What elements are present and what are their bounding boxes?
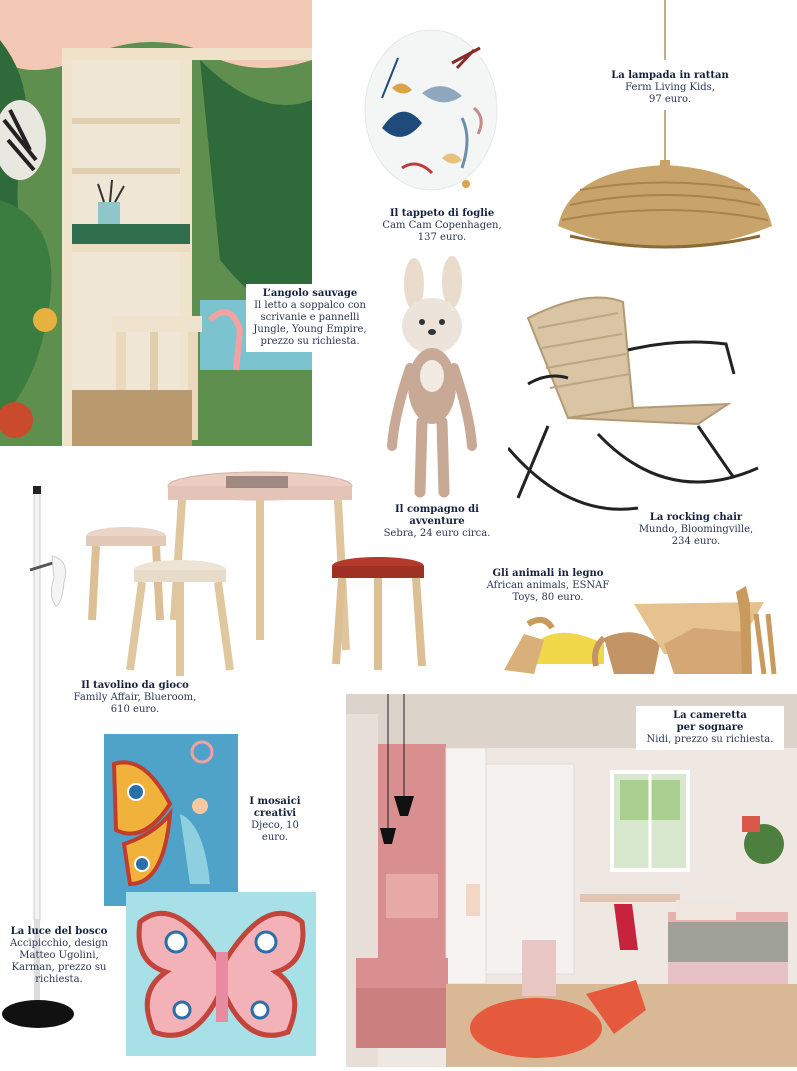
caption-title: Il tavolino da gioco — [81, 680, 189, 691]
caption-line: Karman, prezzo su — [11, 962, 107, 973]
image-wooden-animals — [484, 584, 780, 684]
caption-line: scrivanie e pannelli — [260, 312, 360, 323]
caption-title: La lampada in rattan — [611, 70, 729, 81]
caption-line: Mundo, Bloomingville, — [638, 524, 754, 535]
caption-line: 234 euro. — [671, 536, 721, 547]
image-rocking-chair — [508, 288, 770, 528]
caption-line: Family Affair, Blueroom, — [73, 692, 197, 703]
image-mosaic-card-pink — [126, 892, 316, 1056]
caption-angolo-sauvage — [246, 284, 374, 352]
photo-jungle-loft — [0, 0, 312, 446]
caption-title: creativi — [253, 808, 297, 819]
image-mosaic-card-blue — [104, 734, 238, 906]
caption-line: 97 euro. — [648, 94, 692, 105]
caption-title: Il compagno di — [395, 504, 479, 515]
caption-cameretta — [636, 706, 784, 750]
image-play-table — [82, 470, 432, 682]
caption-title: I mosaici — [249, 796, 301, 807]
caption-line: African animals, ESNAF — [486, 580, 610, 591]
caption-line: Accipicchio, design — [10, 938, 108, 949]
image-crochet-bunny — [384, 256, 484, 500]
caption-line: 137 euro. — [417, 232, 467, 243]
caption-title: Gli animali in legno — [492, 568, 604, 579]
caption-line: Il letto a soppalco con — [254, 300, 366, 311]
caption-line: Jungle, Young Empire, — [253, 324, 367, 335]
caption-title: avventure — [409, 516, 465, 527]
image-leaf-rug — [362, 28, 500, 196]
caption-title: La rocking chair — [649, 512, 743, 523]
caption-title: La luce del bosco — [10, 926, 108, 937]
caption-line: richiesta. — [35, 974, 83, 985]
caption-line: Sebra, 24 euro circa. — [383, 528, 491, 539]
caption-line: Cam Cam Copenhagen, — [382, 220, 502, 231]
caption-line: Toys, 80 euro. — [512, 592, 584, 603]
caption-line: prezzo su richiesta. — [260, 336, 360, 347]
caption-title: Il tappeto di foglie — [389, 208, 495, 219]
caption-title: L’angolo sauvage — [262, 288, 358, 299]
caption-title: per sognare — [676, 722, 744, 733]
caption-line: Matteo Ugolini, — [19, 950, 99, 961]
caption-line: Ferm Living Kids, — [625, 82, 715, 93]
caption-title: La cameretta — [673, 710, 747, 721]
caption-mosaici — [240, 796, 310, 844]
caption-rocking — [626, 512, 766, 548]
caption-line: Nidi, prezzo su richiesta. — [646, 734, 774, 745]
caption-line: Djeco, 10 euro. — [251, 820, 299, 843]
caption-luce — [6, 926, 112, 986]
image-rattan-lamp — [550, 0, 780, 262]
caption-line: 610 euro. — [110, 704, 160, 715]
caption-tappeto — [372, 208, 512, 244]
